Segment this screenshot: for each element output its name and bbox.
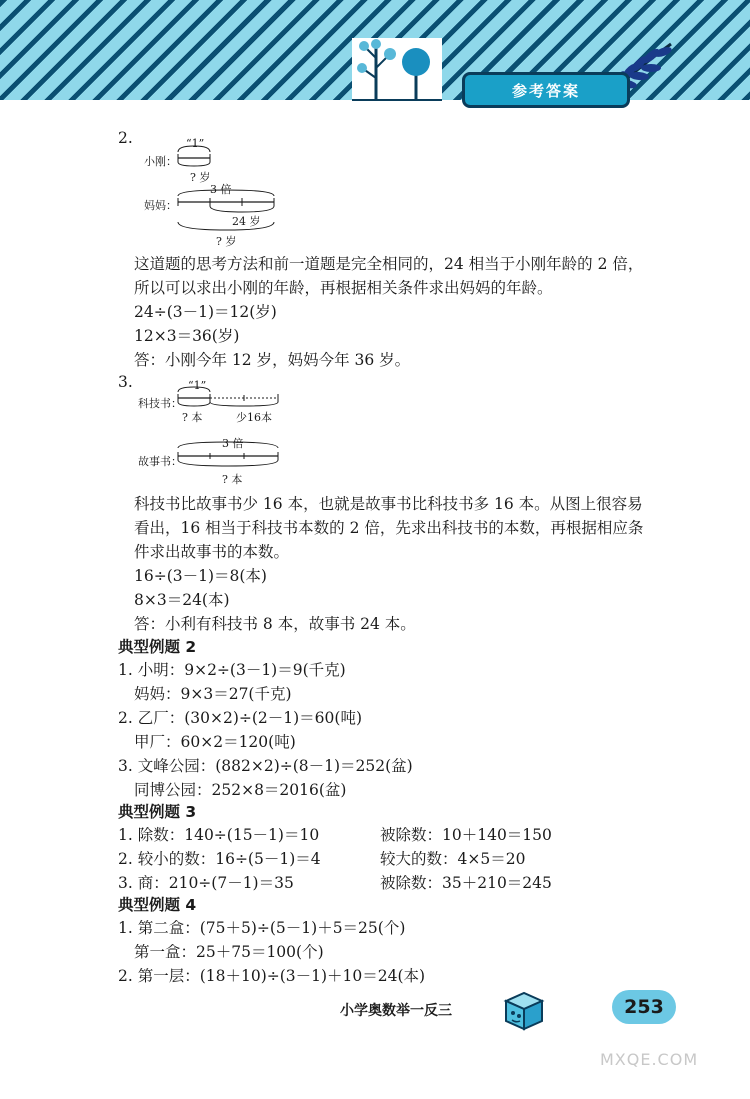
p3-equation-2: 8×3＝24(本): [134, 591, 230, 609]
answers-badge: [462, 72, 630, 108]
ex4-line-3: 2. 第一层：(18＋10)÷(3－1)＋10＝24(本): [118, 967, 426, 985]
ex2-line-6: 同博公园：252×8＝2016(盆): [134, 781, 347, 799]
p2-equation-2: 12×3＝36(岁): [134, 327, 240, 345]
ex2-line-5: 3. 文峰公园：(882×2)÷(8－1)＝252(盆): [118, 757, 413, 775]
example-3-title: 典型例题 3: [118, 803, 197, 821]
p2-explanation-2: 所以可以求出小刚的年龄，再根据相关条件求出妈妈的年龄。: [134, 279, 553, 297]
p3-explanation-1: 科技书比故事书少 16 本，也就是故事书比科技书多 16 本。从图上很容易: [134, 495, 643, 513]
p3-explanation-3: 件求出故事书的本数。: [134, 543, 290, 561]
book-title: 小学奥数举一反三: [340, 1003, 452, 1019]
p2-question-age: ? 岁: [190, 171, 211, 184]
p2-one-label: “1”: [186, 137, 205, 150]
ex3-row-3-right: 被除数：35＋210＝245: [380, 874, 552, 892]
p3-question-book: ? 本: [182, 411, 203, 424]
problem-3-number: 3.: [118, 373, 133, 391]
p3-less-label: 少16本: [236, 411, 272, 424]
example-4-title: 典型例题 4: [118, 896, 197, 914]
watermark: MXQE.COM: [600, 1050, 699, 1069]
p2-label-xiaogang: 小刚：: [144, 155, 177, 168]
ex3-row-1-left: 1. 除数：140÷(15－1)＝10: [118, 826, 320, 844]
ex3-row-2-left: 2. 较小的数：16÷(5－1)＝4: [118, 850, 321, 868]
ex3-row-1-right: 被除数：10＋140＝150: [380, 826, 552, 844]
example-2-title: 典型例题 2: [118, 638, 197, 656]
p2-label-mom: 妈妈：: [144, 199, 177, 212]
p3-times-label: 3 倍: [222, 437, 244, 450]
page-number: 253: [624, 996, 664, 1018]
tree-icon: [352, 38, 442, 102]
p2-times-label: 3 倍: [210, 183, 232, 196]
p3-explanation-2: 看出，16 相当于科技书本数的 2 倍，先求出科技书的本数，再根据相应条: [134, 519, 644, 537]
ex2-line-2: 妈妈：9×3＝27(千克): [134, 685, 292, 703]
cube-mascot-icon: [500, 987, 546, 1031]
p2-diff-label: 24 岁: [232, 215, 261, 228]
p3-label-story: 故事书：: [138, 455, 182, 468]
p2-explanation-1: 这道题的思考方法和前一道题是完全相同的，24 相当于小刚年龄的 2 倍，: [134, 255, 644, 273]
ex4-line-1: 1. 第二盒：(75＋5)÷(5－1)＋5＝25(个): [118, 919, 406, 937]
p2-answer: 答：小刚今年 12 岁，妈妈今年 36 岁。: [134, 351, 411, 369]
p3-answer: 答：小利有科技书 8 本，故事书 24 本。: [134, 615, 416, 633]
p3-label-science: 科技书：: [138, 397, 182, 410]
problem-2-number: 2.: [118, 129, 133, 147]
ex2-line-3: 2. 乙厂：(30×2)÷(2－1)＝60(吨): [118, 709, 363, 727]
p3-one-label: “1”: [188, 379, 207, 392]
p3-question-book-2: ? 本: [222, 473, 243, 486]
ex2-line-1: 1. 小明：9×2÷(3－1)＝9(千克): [118, 661, 346, 679]
page-number-badge: [612, 990, 676, 1024]
ex3-row-3-left: 3. 商：210÷(7－1)＝35: [118, 874, 294, 892]
ex3-row-2-right: 较大的数：4×5＝20: [380, 850, 526, 868]
badge-label: 参考答案: [511, 81, 580, 100]
ex2-line-4: 甲厂：60×2＝120(吨): [134, 733, 296, 751]
p3-equation-1: 16÷(3－1)＝8(本): [134, 567, 267, 585]
ex4-line-2: 第一盒：25＋75＝100(个): [134, 943, 324, 961]
p2-question-age-2: ? 岁: [216, 235, 237, 248]
p2-equation-1: 24÷(3－1)＝12(岁): [134, 303, 277, 321]
